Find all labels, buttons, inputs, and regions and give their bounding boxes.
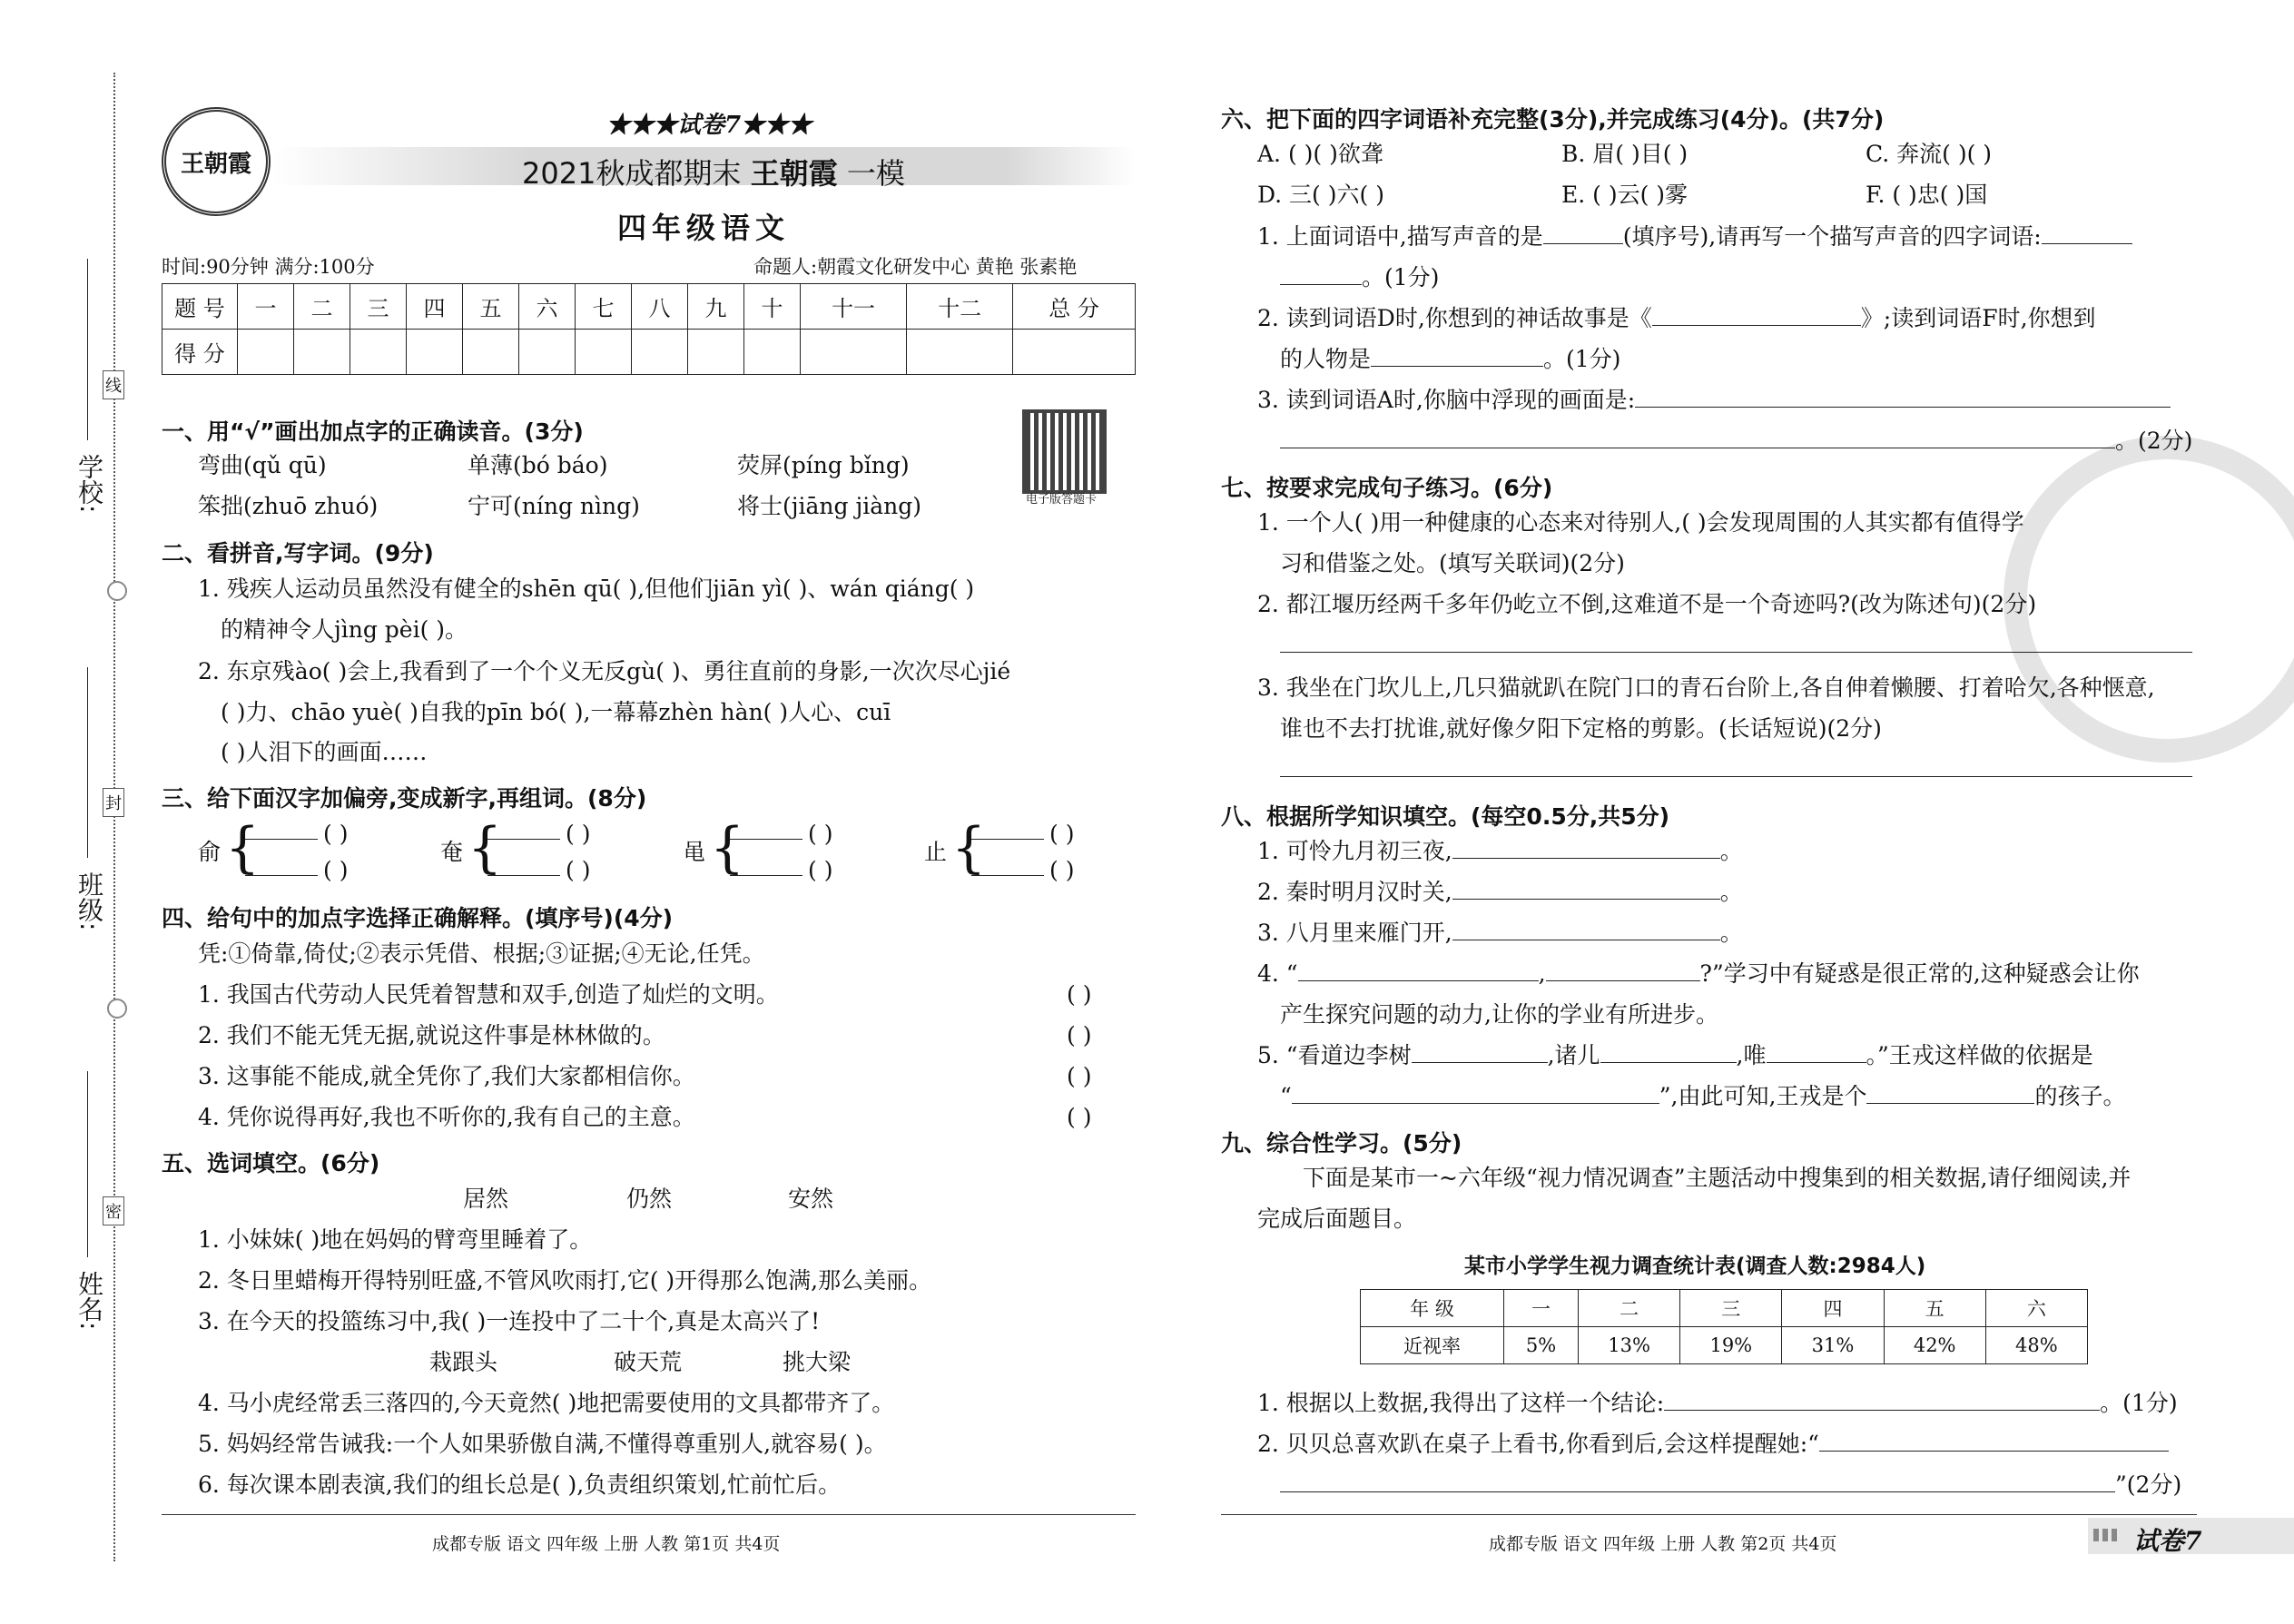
s4-definition: 凭:①倚靠,倚仗;②表示凭借、根据;③证据;④无论,任凭。 [198, 940, 765, 967]
s4-item: 3. 这事能不能成,就全凭你了,我们大家都相信你。 [198, 1063, 695, 1089]
corner-label: 试卷7 [2133, 1526, 2202, 1556]
s6-item[interactable]: D. 三( )六( ) [1257, 182, 1384, 208]
s6-q1-cont: 。(1分) [1280, 266, 1439, 289]
s1-item[interactable]: 荧屏(píng bǐng) [737, 452, 910, 478]
left-footer: 成都专版 语文 四年级 上册 人教 第1页 共4页 [432, 1534, 781, 1554]
s7-q2: 2. 都江堰历经两千多年仍屹立不倒,这难道不是一个奇迹吗?(改为陈述句)(2分) [1257, 591, 2037, 617]
s9-intro: 下面是某市一~六年级“视力情况调查”主题活动中搜集到的相关数据,请仔细阅读,并 [1303, 1165, 2132, 1191]
s2-line[interactable]: 2. 东京残ào( )会上,我看到了一个个义无反gù( )、勇往直前的身影,一次次尽心jié [198, 658, 1011, 684]
exam-title: 2021秋成都期末 王朝霞 一模 [522, 156, 905, 191]
s8-q4: 4. “ , ?”学习中有疑惑是很正常的,这种疑惑会让你 [1257, 960, 2140, 987]
s8-q5: 5. “看道边李树 ,诸儿 ,唯 。”王戎这样做的依据是 [1257, 1042, 2093, 1068]
s9-intro-cont: 完成后面题目。 [1257, 1206, 1417, 1232]
s6-q1: 1. 上面词语中,描写声音的是 (填序号),请再写一个描写声音的四字词语: [1257, 225, 2132, 248]
footer-rule [1221, 1514, 2197, 1515]
s1-item[interactable]: 单薄(bó báo) [468, 452, 608, 478]
s7-q1-cont: 习和借鉴之处。(填写关联词)(2分) [1280, 550, 1625, 576]
class-label: 班级: [74, 871, 104, 931]
s4-answer[interactable]: ( ) [1067, 1063, 1092, 1089]
s5-word: 安然 [788, 1186, 834, 1212]
class-field[interactable] [87, 667, 88, 858]
s7-q2-answer-line[interactable] [1280, 652, 2192, 653]
s2-line[interactable]: 1. 残疾人运动员虽然没有健全的shēn qū( ),但他们jiān yì( )、wán qiáng( ) [198, 576, 975, 602]
s5-word: 挑大梁 [783, 1349, 852, 1375]
s1-item[interactable]: 弯曲(qǔ qū) [198, 452, 327, 478]
name-label: 姓名: [74, 1271, 104, 1331]
seal-mark-line: 线 [103, 370, 124, 399]
section-7-title: 七、按要求完成句子练习。(6分) [1221, 475, 1553, 501]
s3-group: 奄 { ( ) ( ) [440, 816, 591, 883]
s6-item[interactable]: E. ( )云( )雾 [1561, 182, 1689, 208]
s6-item[interactable]: B. 眉( )目( ) [1561, 141, 1689, 167]
s5-item[interactable]: 2. 冬日里蜡梅开得特别旺盛,不管风吹雨打,它( )开得那么饱满,那么美丽。 [198, 1267, 932, 1294]
s6-q3: 3. 读到词语A时,你脑中浮现的画面是: [1257, 389, 2171, 411]
brace-icon: { [710, 816, 745, 880]
s6-q2-cont: 的人物是 。(1分) [1280, 346, 1621, 372]
binding-line [113, 73, 115, 1561]
seal-mark-secret: 密 [103, 1196, 124, 1225]
s9-table-title: 某市小学学生视力调查统计表(调查人数:2984人) [1464, 1255, 1926, 1278]
s8-item: 2. 秦时明月汉时关, 。 [1257, 879, 1743, 905]
section-6-title: 六、把下面的四字词语补充完整(3分),并完成练习(4分)。(共7分) [1221, 106, 1885, 133]
s5-item[interactable]: 3. 在今天的投篮练习中,我( )一连投中了二十个,真是太高兴了! [198, 1308, 821, 1334]
s4-answer[interactable]: ( ) [1067, 1104, 1092, 1130]
s5-word: 仍然 [626, 1186, 673, 1212]
s6-item[interactable]: F. ( )忠( )国 [1866, 182, 1988, 208]
binding-hole-icon [107, 999, 127, 1019]
section-9-title: 九、综合性学习。(5分) [1221, 1130, 1462, 1156]
s4-item: 2. 我们不能无凭无据,就说这件事是林林做的。 [198, 1022, 665, 1048]
brand-logo [162, 107, 271, 216]
subject-title: 四年级语文 [617, 211, 791, 245]
brace-icon: { [468, 816, 503, 880]
qr-caption: 电子版答题卡 [1026, 493, 1098, 507]
section-3-title: 三、给下面汉字加偏旁,变成新字,再组词。(8分) [162, 785, 647, 812]
school-label: 学校: [74, 454, 104, 514]
qr-code-icon[interactable] [1026, 413, 1103, 490]
s9-q2: 2. 贝贝总喜欢趴在桌子上看书,你看到后,会这样提醒她:“ [1257, 1432, 2169, 1455]
brace-icon: { [225, 816, 261, 880]
s8-q5-cont: “ ”,由此可知,王戎是个 的孩子。 [1280, 1083, 2126, 1109]
authors: 命题人:朝霞文化研发中心 黄艳 张素艳 [753, 256, 1078, 278]
s8-item: 1. 可怜九月初三夜, 。 [1257, 838, 1743, 864]
s1-item[interactable]: 笨拙(zhuō zhuó) [198, 493, 379, 519]
time-info: 时间:90分钟 满分:100分 [162, 256, 375, 278]
section-5-title: 五、选词填空。(6分) [162, 1150, 380, 1176]
s2-line[interactable]: ( )人泪下的画面…… [221, 739, 428, 765]
section-8-title: 八、根据所学知识填空。(每空0.5分,共5分) [1221, 803, 1670, 830]
vision-table-row: 近视率 5% 13% 19% 31% 42% 48% [1361, 1327, 2088, 1364]
s5-item[interactable]: 4. 马小虎经常丢三落四的,今天竟然( )地把需要使用的文具都带齐了。 [198, 1390, 895, 1416]
s5-item[interactable]: 6. 每次课本剧表演,我们的组长总是( ),负责组织策划,忙前忙后。 [198, 1471, 842, 1498]
vision-table [1360, 1289, 2088, 1364]
s1-item[interactable]: 将士(jiāng jiàng) [737, 493, 921, 519]
seal-mark-seal: 封 [103, 788, 124, 817]
s4-item: 1. 我国古代劳动人民凭着智慧和双手,创造了灿烂的文明。 [198, 981, 779, 1008]
paper-number: ★★★试卷7★★★ [606, 112, 812, 139]
logo-text: 王朝霞 [180, 150, 251, 178]
footer-rule [162, 1514, 1136, 1515]
watermark-seal-icon [2004, 436, 2294, 763]
score-table-row: 得 分 [162, 330, 1136, 375]
s5-word: 破天荒 [614, 1349, 683, 1375]
section-4-title: 四、给句中的加点字选择正确解释。(填序号)(4分) [162, 905, 674, 931]
score-table [162, 283, 1136, 375]
s2-line[interactable]: ( )力、chāo yuè( )自我的pīn bó( ),一幕幕zhèn hàn( )人心、cuī [221, 699, 891, 725]
s5-word: 栽跟头 [429, 1349, 498, 1375]
s1-item[interactable]: 宁可(níng nìng) [468, 493, 640, 519]
right-footer: 成都专版 语文 四年级 上册 人教 第2页 共4页 [1489, 1534, 1837, 1554]
s8-q4-cont: 产生探究问题的动力,让你的学业有所进步。 [1280, 1001, 1718, 1028]
s7-q3: 3. 我坐在门坎儿上,几只猫就趴在院门口的青石台阶上,各自伸着懒腰、打着哈欠,各种惬意, [1257, 674, 2155, 701]
s4-answer[interactable]: ( ) [1067, 981, 1092, 1008]
s3-group: 黾 { ( ) ( ) [683, 816, 833, 883]
vision-table-header: 年 级 一 二 三 四 五 六 [1361, 1290, 2088, 1327]
s4-item: 4. 凭你说得再好,我也不听你的,我有自己的主意。 [198, 1104, 695, 1130]
s7-q1[interactable]: 1. 一个人( )用一种健康的心态来对待别人,( )会发现周围的人其实都有值得学 [1257, 509, 2024, 536]
s5-item[interactable]: 5. 妈妈经常告诫我:一个人如果骄傲自满,不懂得尊重别人,就容易( )。 [198, 1431, 887, 1457]
binding-hole-icon [107, 581, 127, 601]
s5-word: 居然 [463, 1186, 509, 1212]
name-field[interactable] [87, 1071, 88, 1257]
brace-icon: { [951, 816, 987, 880]
s9-q1: 1. 根据以上数据,我得出了这样一个结论: 。(1分) [1257, 1390, 2178, 1416]
s2-line[interactable]: 的精神令人jìng pèi( )。 [221, 616, 468, 643]
s7-q3-answer-line[interactable] [1280, 776, 2192, 777]
s5-item[interactable]: 1. 小妹妹( )地在妈妈的臂弯里睡着了。 [198, 1226, 593, 1253]
school-field[interactable] [87, 259, 88, 440]
s6-q3-cont: 。(2分) [1280, 429, 2192, 452]
s4-answer[interactable]: ( ) [1067, 1022, 1092, 1048]
s7-q3-cont: 谁也不去打扰谁,就好像夕阳下定格的剪影。(长话短说)(2分) [1280, 715, 1882, 742]
s6-q2: 2. 读到词语D时,你想到的神话故事是《 》;读到词语F时,你想到 [1257, 305, 2096, 331]
s8-item: 3. 八月里来雁门开, 。 [1257, 920, 1743, 946]
score-table-header: 题 号 一 二 三 四 五 六 七 八 九 十 十一 十二 总 分 [162, 284, 1136, 330]
s6-item[interactable]: A. ( )( )欲聋 [1257, 141, 1383, 167]
s3-group: 止 { ( ) ( ) [924, 816, 1075, 883]
s6-item[interactable]: C. 奔流( )( ) [1866, 141, 1993, 167]
section-2-title: 二、看拼音,写字词。(9分) [162, 540, 434, 566]
s9-q2-cont: ”(2分) [1280, 1473, 2181, 1496]
s3-group: 俞 { ( ) ( ) [198, 816, 349, 883]
section-1-title: 一、用“√”画出加点字的正确读音。(3分) [162, 418, 584, 445]
corner-squares-icon [2093, 1529, 2121, 1541]
